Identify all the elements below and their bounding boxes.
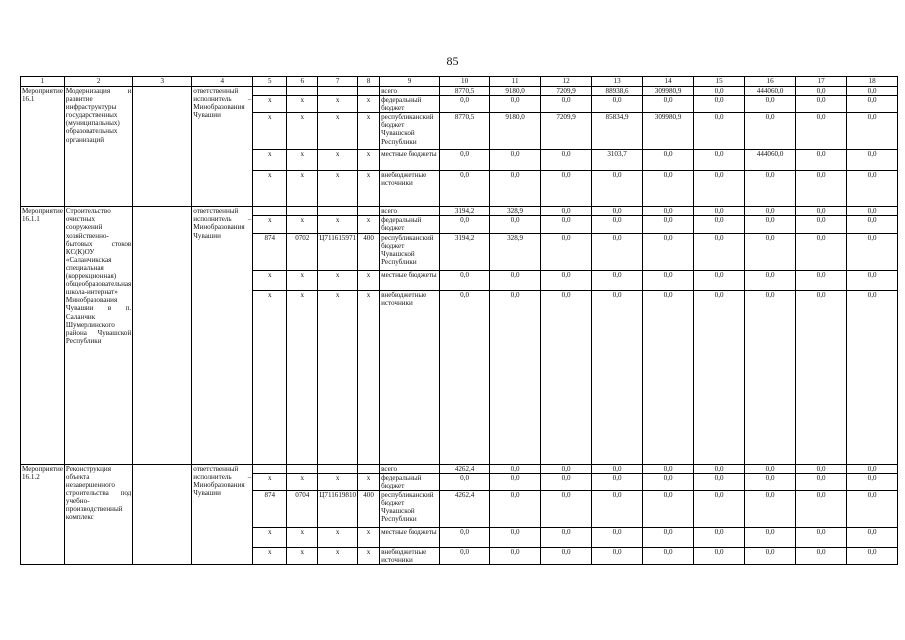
value-cell: 0,0 [796, 464, 847, 473]
value-cell: 0,0 [643, 171, 694, 207]
value-cell: 0,0 [643, 464, 694, 473]
code-grbs [253, 87, 287, 96]
code-type: х [358, 96, 380, 113]
value-cell: 0,0 [847, 207, 898, 216]
funding-source: республиканский бюджет Чувашской Республики [380, 233, 440, 270]
code-target: х [318, 527, 358, 547]
value-cell: 88938,6 [592, 87, 643, 96]
funding-source: внебюджетные источники [380, 171, 440, 207]
code-target [318, 207, 358, 216]
value-cell: 0,0 [847, 216, 898, 233]
funding-source: всего [380, 464, 440, 473]
code-type: х [358, 473, 380, 490]
code-grbs: х [253, 527, 287, 547]
value-cell: 0,0 [745, 464, 796, 473]
value-cell: 0,0 [796, 290, 847, 464]
value-cell: 7209,9 [541, 87, 592, 96]
code-target: х [318, 547, 358, 564]
value-cell: 0,0 [490, 171, 541, 207]
code-target: х [318, 113, 358, 150]
funding-source: местные бюджеты [380, 527, 440, 547]
code-type [358, 207, 380, 216]
value-cell: 0,0 [440, 150, 490, 171]
funding-source: всего [380, 87, 440, 96]
value-cell: 0,0 [490, 473, 541, 490]
value-cell: 444060,0 [745, 150, 796, 171]
value-cell: 0,0 [847, 87, 898, 96]
executor: ответственный исполнитель – Минобразования Чувашии [192, 464, 253, 564]
column-number-header: 15 [694, 77, 745, 87]
value-cell: 0,0 [541, 490, 592, 527]
funding-source: республиканский бюджет Чувашской Республики [380, 113, 440, 150]
value-cell: 0,0 [643, 547, 694, 564]
code-grbs: х [253, 270, 287, 290]
value-cell: 0,0 [694, 207, 745, 216]
code-section: х [287, 290, 318, 464]
value-cell: 0,0 [643, 233, 694, 270]
value-cell: 0,0 [592, 96, 643, 113]
value-cell: 0,0 [796, 473, 847, 490]
funding-source: федеральный бюджет [380, 216, 440, 233]
value-cell: 0,0 [592, 490, 643, 527]
value-cell: 0,0 [847, 270, 898, 290]
value-cell: 0,0 [796, 270, 847, 290]
code-type: 400 [358, 490, 380, 527]
value-cell: 0,0 [847, 527, 898, 547]
value-cell: 9180,0 [490, 113, 541, 150]
column-number-header: 1 [21, 77, 65, 87]
code-target: Ц711615971 [318, 233, 358, 270]
code-grbs: х [253, 113, 287, 150]
value-cell: 3194,2 [440, 207, 490, 216]
value-cell: 0,0 [643, 96, 694, 113]
column-number-header: 8 [358, 77, 380, 87]
value-cell: 0,0 [847, 171, 898, 207]
value-cell: 0,0 [490, 464, 541, 473]
value-cell: 0,0 [694, 171, 745, 207]
column-number-header: 17 [796, 77, 847, 87]
code-type: х [358, 527, 380, 547]
value-cell: 0,0 [643, 490, 694, 527]
value-cell: 0,0 [592, 290, 643, 464]
value-cell: 85834,9 [592, 113, 643, 150]
table-row [21, 207, 898, 216]
value-cell: 0,0 [847, 473, 898, 490]
value-cell: 0,0 [745, 270, 796, 290]
value-cell: 0,0 [592, 473, 643, 490]
value-cell: 309980,9 [643, 87, 694, 96]
value-cell: 0,0 [541, 473, 592, 490]
value-cell: 0,0 [796, 113, 847, 150]
value-cell: 0,0 [643, 207, 694, 216]
code-grbs [253, 464, 287, 473]
value-cell: 7209,9 [541, 113, 592, 150]
value-cell: 0,0 [745, 527, 796, 547]
value-cell: 0,0 [847, 113, 898, 150]
column-number-header: 12 [541, 77, 592, 87]
value-cell: 0,0 [643, 290, 694, 464]
value-cell: 0,0 [541, 527, 592, 547]
column-number-header: 3 [133, 77, 192, 87]
code-section: х [287, 113, 318, 150]
value-cell: 0,0 [592, 233, 643, 270]
value-cell: 0,0 [796, 96, 847, 113]
value-cell: 309980,9 [643, 113, 694, 150]
code-section: 0704 [287, 490, 318, 527]
value-cell: 3194,2 [440, 233, 490, 270]
value-cell: 0,0 [796, 150, 847, 171]
empty-cell [133, 464, 192, 564]
code-grbs: 874 [253, 490, 287, 527]
value-cell: 0,0 [796, 87, 847, 96]
value-cell: 0,0 [490, 290, 541, 464]
code-section: х [287, 171, 318, 207]
measure-title: Строительство очистных сооружений хозяйственно-бытовых стоков КС(К)ОУ «Саланчикская специальная (коррекционная) общеобразовательная школа-интернат» Минобразования Чувашии в п. Саланчик Шумерлинского района Чувашской Республики [64, 207, 132, 464]
measure-name: Мероприятие 16.1.2 [21, 464, 65, 564]
value-cell: 0,0 [440, 270, 490, 290]
code-grbs [253, 207, 287, 216]
value-cell: 9180,0 [490, 87, 541, 96]
code-grbs: х [253, 96, 287, 113]
value-cell: 0,0 [694, 216, 745, 233]
funding-source: местные бюджеты [380, 270, 440, 290]
value-cell: 0,0 [592, 216, 643, 233]
value-cell: 0,0 [643, 150, 694, 171]
code-grbs: х [253, 150, 287, 171]
value-cell: 0,0 [847, 96, 898, 113]
code-section: х [287, 150, 318, 171]
value-cell: 0,0 [694, 113, 745, 150]
code-grbs: х [253, 290, 287, 464]
value-cell: 0,0 [694, 96, 745, 113]
value-cell: 0,0 [592, 527, 643, 547]
value-cell: 0,0 [490, 96, 541, 113]
code-target: х [318, 171, 358, 207]
column-number-header: 10 [440, 77, 490, 87]
value-cell: 3103,7 [592, 150, 643, 171]
code-type: х [358, 216, 380, 233]
value-cell: 0,0 [796, 216, 847, 233]
column-number-header: 9 [380, 77, 440, 87]
value-cell: 0,0 [541, 464, 592, 473]
code-section: х [287, 270, 318, 290]
code-grbs: х [253, 216, 287, 233]
value-cell: 0,0 [592, 207, 643, 216]
value-cell: 0,0 [745, 171, 796, 207]
value-cell: 0,0 [440, 473, 490, 490]
value-cell: 0,0 [592, 171, 643, 207]
value-cell: 0,0 [694, 87, 745, 96]
code-grbs: х [253, 473, 287, 490]
value-cell: 0,0 [796, 233, 847, 270]
code-section [287, 87, 318, 96]
code-type [358, 87, 380, 96]
code-target: х [318, 96, 358, 113]
code-target [318, 87, 358, 96]
value-cell: 0,0 [745, 96, 796, 113]
value-cell: 0,0 [643, 216, 694, 233]
value-cell: 8770,5 [440, 87, 490, 96]
code-target: х [318, 216, 358, 233]
code-target: Ц711619810 [318, 490, 358, 527]
value-cell: 0,0 [745, 216, 796, 233]
value-cell: 0,0 [541, 233, 592, 270]
value-cell: 0,0 [847, 290, 898, 464]
code-type: х [358, 270, 380, 290]
value-cell: 8770,5 [440, 113, 490, 150]
value-cell: 0,0 [796, 547, 847, 564]
column-number-header: 16 [745, 77, 796, 87]
measure-title: Реконструкция объекта незавершенного строительства под учебно-производственный комплекс [64, 464, 132, 564]
value-cell: 0,0 [694, 270, 745, 290]
value-cell: 0,0 [541, 171, 592, 207]
empty-cell [133, 207, 192, 464]
value-cell: 0,0 [490, 216, 541, 233]
value-cell: 0,0 [643, 270, 694, 290]
value-cell: 0,0 [490, 150, 541, 171]
value-cell: 0,0 [592, 464, 643, 473]
code-section: х [287, 473, 318, 490]
column-number-header: 6 [287, 77, 318, 87]
value-cell: 0,0 [847, 547, 898, 564]
value-cell: 0,0 [694, 490, 745, 527]
value-cell: 0,0 [541, 150, 592, 171]
column-number-header: 11 [490, 77, 541, 87]
value-cell: 0,0 [541, 547, 592, 564]
funding-source: всего [380, 207, 440, 216]
code-type: х [358, 113, 380, 150]
code-type: х [358, 171, 380, 207]
code-type: х [358, 547, 380, 564]
code-section [287, 207, 318, 216]
value-cell: 0,0 [490, 547, 541, 564]
column-number-header: 18 [847, 77, 898, 87]
column-number-header: 7 [318, 77, 358, 87]
value-cell: 0,0 [745, 233, 796, 270]
value-cell: 0,0 [847, 490, 898, 527]
value-cell: 0,0 [541, 207, 592, 216]
value-cell: 0,0 [694, 290, 745, 464]
value-cell: 0,0 [745, 207, 796, 216]
value-cell: 0,0 [745, 547, 796, 564]
code-type: х [358, 290, 380, 464]
code-target: х [318, 290, 358, 464]
code-section: х [287, 96, 318, 113]
value-cell: 0,0 [745, 490, 796, 527]
code-type: х [358, 150, 380, 171]
table-row [21, 464, 898, 473]
funding-source: внебюджетные источники [380, 290, 440, 464]
funding-source: республиканский бюджет Чувашской Республики [380, 490, 440, 527]
value-cell: 4262,4 [440, 490, 490, 527]
code-grbs: х [253, 547, 287, 564]
funding-source: местные бюджеты [380, 150, 440, 171]
page-number: 85 [446, 54, 459, 68]
value-cell: 0,0 [796, 527, 847, 547]
value-cell: 0,0 [745, 113, 796, 150]
value-cell: 0,0 [796, 490, 847, 527]
measure-name: Мероприятие 16.1.1 [21, 207, 65, 464]
code-target: х [318, 270, 358, 290]
value-cell: 0,0 [541, 270, 592, 290]
code-target: х [318, 150, 358, 171]
code-grbs: 874 [253, 233, 287, 270]
value-cell: 0,0 [490, 490, 541, 527]
value-cell: 4262,4 [440, 464, 490, 473]
value-cell: 0,0 [847, 150, 898, 171]
value-cell: 0,0 [541, 290, 592, 464]
value-cell: 0,0 [592, 547, 643, 564]
value-cell: 0,0 [694, 473, 745, 490]
code-type [358, 464, 380, 473]
value-cell: 0,0 [847, 233, 898, 270]
code-grbs: х [253, 171, 287, 207]
value-cell: 0,0 [643, 473, 694, 490]
value-cell: 0,0 [847, 464, 898, 473]
value-cell: 0,0 [694, 527, 745, 547]
value-cell: 444060,0 [745, 87, 796, 96]
value-cell: 0,0 [490, 270, 541, 290]
empty-cell [133, 87, 192, 207]
value-cell: 0,0 [490, 527, 541, 547]
value-cell: 328,9 [490, 207, 541, 216]
value-cell: 0,0 [694, 547, 745, 564]
column-number-header: 4 [192, 77, 253, 87]
code-target [318, 464, 358, 473]
measure-title: Модернизация и развитие инфраструктуры государственных (муниципальных) образовательных организаций [64, 87, 132, 207]
executor: ответственный исполнитель – Минобразования Чувашии [192, 87, 253, 207]
value-cell: 0,0 [440, 96, 490, 113]
value-cell: 0,0 [440, 527, 490, 547]
executor: ответственный исполнитель – Минобразования Чувашии [192, 207, 253, 464]
header-row [21, 77, 898, 87]
code-target: х [318, 473, 358, 490]
value-cell: 0,0 [796, 207, 847, 216]
code-section: 0702 [287, 233, 318, 270]
budget-table [20, 76, 898, 565]
column-number-header: 14 [643, 77, 694, 87]
value-cell: 328,9 [490, 233, 541, 270]
value-cell: 0,0 [796, 171, 847, 207]
table-row [21, 87, 898, 96]
value-cell: 0,0 [694, 233, 745, 270]
code-section [287, 464, 318, 473]
code-section: х [287, 527, 318, 547]
value-cell: 0,0 [440, 290, 490, 464]
column-number-header: 13 [592, 77, 643, 87]
value-cell: 0,0 [694, 150, 745, 171]
value-cell: 0,0 [592, 270, 643, 290]
column-number-header: 5 [253, 77, 287, 87]
funding-source: федеральный бюджет [380, 96, 440, 113]
code-section: х [287, 216, 318, 233]
value-cell: 0,0 [440, 171, 490, 207]
code-section: х [287, 547, 318, 564]
funding-source: федеральный бюджет [380, 473, 440, 490]
value-cell: 0,0 [745, 290, 796, 464]
value-cell: 0,0 [440, 547, 490, 564]
value-cell: 0,0 [694, 464, 745, 473]
column-number-header: 2 [64, 77, 132, 87]
value-cell: 0,0 [745, 473, 796, 490]
value-cell: 0,0 [541, 96, 592, 113]
funding-source: внебюджетные источники [380, 547, 440, 564]
measure-name: Мероприятие 16.1 [21, 87, 65, 207]
value-cell: 0,0 [643, 527, 694, 547]
value-cell: 0,0 [541, 216, 592, 233]
value-cell: 0,0 [440, 216, 490, 233]
code-type: 400 [358, 233, 380, 270]
